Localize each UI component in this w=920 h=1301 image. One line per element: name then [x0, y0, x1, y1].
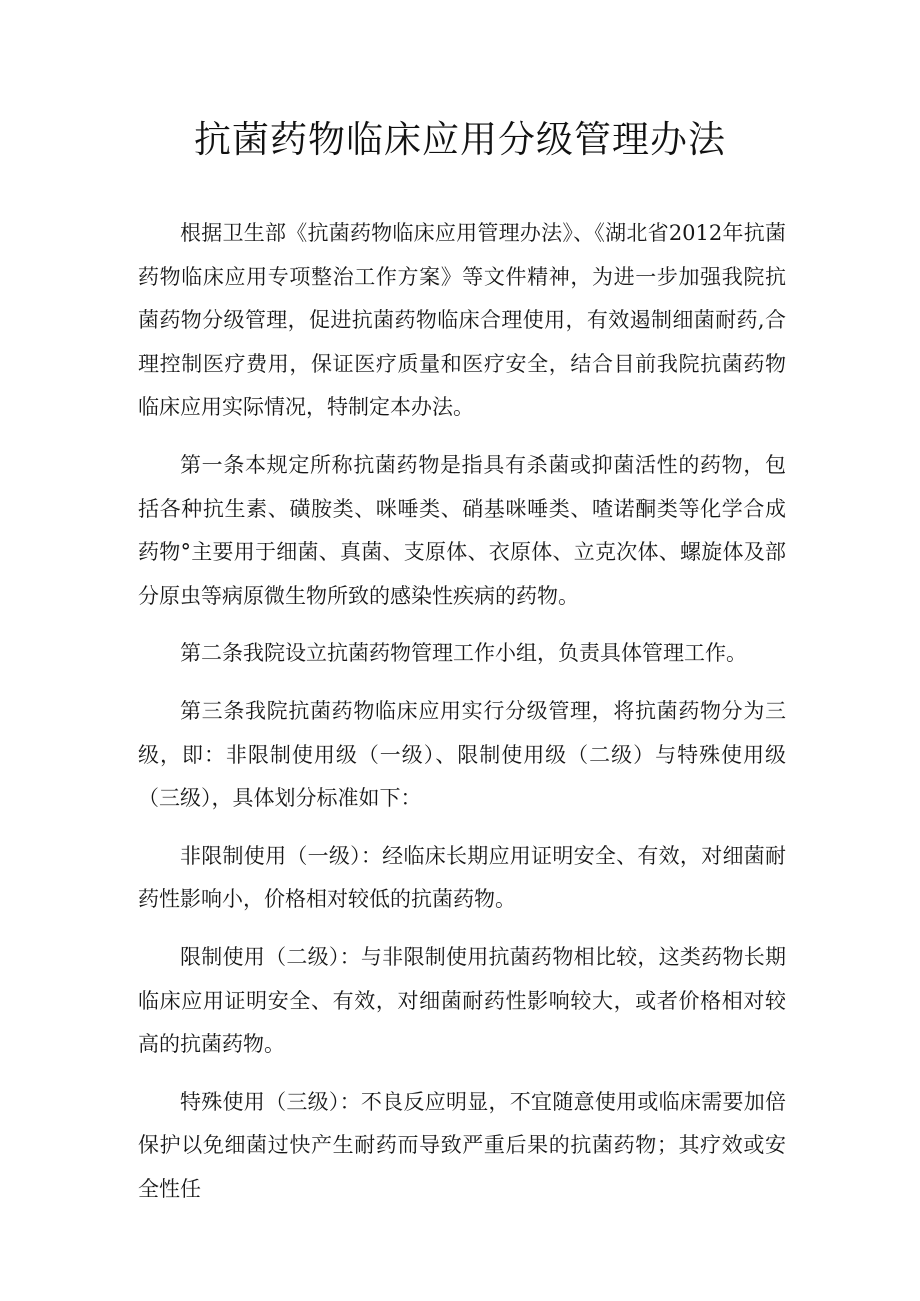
paragraph-article-1: 第一条本规定所称抗菌药物是指具有杀菌或抑菌活性的药物，包括各种抗生素、磺胺类、咪唾类、硝基咪唾类、喳诺酮类等化学合成药物°主要用于细菌、真菌、支原体、衣原体、立克次体、螺旋体及部分原虫等病原微生物所致的感染性疾病的药物。: [138, 452, 786, 608]
paragraph-level-2: 限制使用（二级）：与非限制使用抗菌药物相比较，这类药物长期临床应用证明安全、有效，对细菌耐药性影响较大，或者价格相对较高的抗菌药物。: [138, 944, 786, 1057]
paragraph-level-3: 特殊使用（三级）：不良反应明显，不宜随意使用或临床需要加倍保护以免细菌过快产生耐药而导致严重后果的抗菌药物；其疗效或安全性任: [138, 1089, 786, 1201]
document-body: [138, 212, 786, 1225]
paragraph-article-3: 第三条我院抗菌药物临床应用实行分级管理，将抗菌药物分为三级，即：非限制使用级（一级）、限制使用级（二级）与特殊使用级（三级），具体划分标准如下：: [138, 698, 786, 811]
paragraph-article-2: 第二条我院设立抗菌药物管理工作小组，负责具体管理工作。: [180, 641, 747, 666]
paragraph-intro: 根据卫生部《抗菌药物临床应用管理办法》、《湖北省2012年抗菌药物临床应用专项整治工作方案》等文件精神，为进一步加强我院抗菌药物分级管理，促进抗菌药物临床合理使用，有效遏制细菌耐药,合理控制医疗费用，保证医疗质量和医疗安全，结合目前我院抗菌药物临床应用实际情况，特制定本办法。: [138, 221, 786, 420]
document-title: 抗菌药物临床应用分级管理办法: [194, 118, 726, 161]
paragraph-level-1: 非限制使用（一级）：经临床长期应用证明安全、有效，对细菌耐药性影响小，价格相对较低的抗菌药物。: [138, 843, 786, 912]
